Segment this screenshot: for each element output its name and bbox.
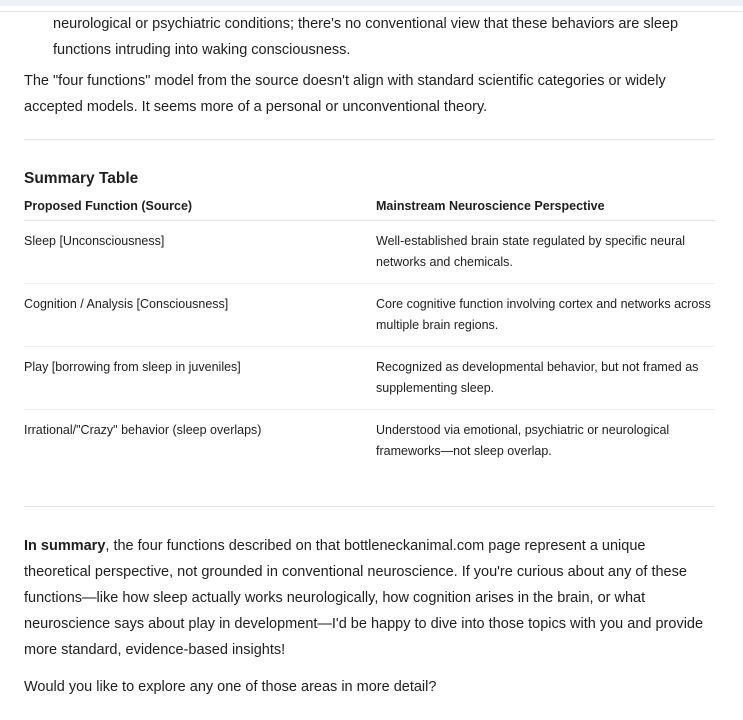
intro-line-1: The "four functions" model from the source doesn't align with standard scientific categories or widely [24, 73, 666, 89]
table-row [24, 284, 715, 347]
bullet-continuation [24, 12, 715, 63]
cell-perspective: Well-established brain state regulated by specific neural networks and chemicals. [376, 221, 715, 284]
top-bar [0, 0, 743, 6]
cell-perspective: Core cognitive function involving cortex and networks across multiple brain regions. [376, 284, 715, 347]
bullet-line-2: functions intruding into waking consciousness. [53, 41, 351, 58]
section-divider [24, 139, 715, 140]
header-proposed-function: Proposed Function (Source) [24, 191, 376, 221]
bullet-line-1: neurological or psychiatric conditions; there's no conventional view that these behaviors are sleep [53, 16, 679, 32]
table-row [24, 221, 715, 284]
conclusion-text: , the four functions described on that bottleneckanimal.com page represent a unique theoretical perspective, not grounded in conventional neuroscience. If you're curious about any of these functions—like how sleep actually works neurologically, how cognition arises in the brain, or what neuroscience says about play in development—I'd be happy to dive into those topics with you and provide more standard, evidence-based insights! [24, 538, 704, 658]
cell-function: Sleep [Unconsciousness] [24, 221, 376, 284]
cell-function: Cognition / Analysis [Consciousness] [24, 284, 376, 347]
summary-table [24, 191, 715, 472]
summary-table-title: Summary Table [24, 170, 139, 187]
section-divider [24, 506, 715, 507]
table-row [24, 410, 715, 473]
table-header-row [24, 191, 715, 221]
intro-line-2: accepted models. It seems more of a personal or unconventional theory. [24, 98, 488, 115]
header-mainstream-perspective: Mainstream Neuroscience Perspective [376, 191, 715, 221]
cell-perspective: Recognized as developmental behavior, but not framed as supplementing sleep. [376, 347, 715, 410]
intro-paragraph [24, 69, 715, 120]
conclusion-paragraph [24, 533, 715, 663]
chat-message [24, 12, 715, 701]
table-row [24, 347, 715, 410]
follow-up-question: Would you like to explore any one of those areas in more detail? [24, 679, 437, 695]
cell-function: Play [borrowing from sleep in juveniles] [24, 347, 376, 410]
cell-perspective: Understood via emotional, psychiatric or neurological frameworks—not sleep overlap. [376, 423, 670, 458]
conclusion-bold-lead: In summary [24, 538, 106, 554]
cell-function: Irrational/"Crazy" behavior (sleep overlaps) [24, 423, 262, 437]
